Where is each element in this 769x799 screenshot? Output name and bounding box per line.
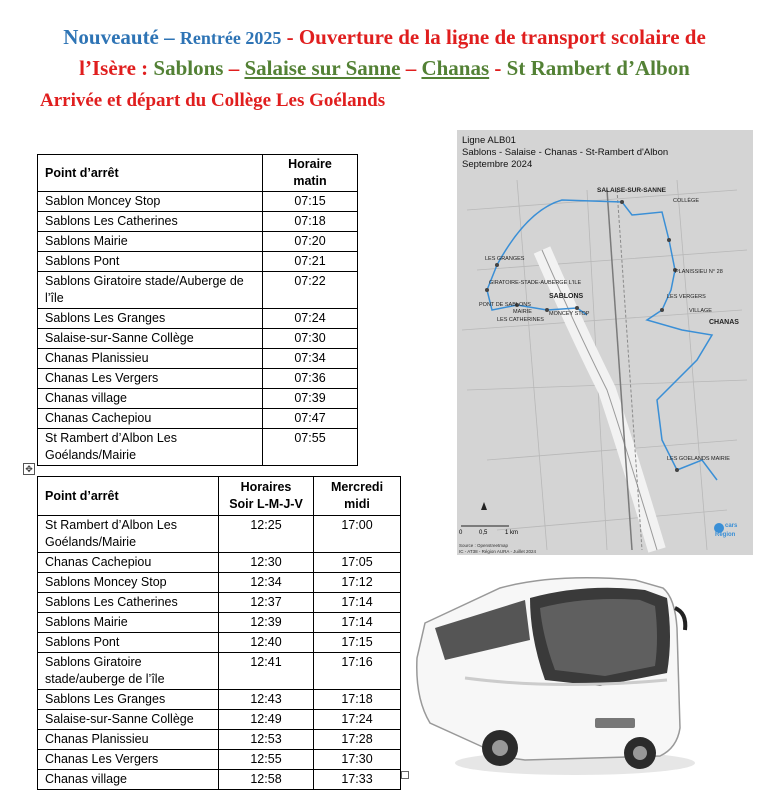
stop-time: 07:21	[263, 252, 358, 272]
stop-time: 07:55	[263, 429, 358, 466]
title-rentree: Rentrée 2025	[179, 28, 282, 48]
table-row	[38, 770, 401, 790]
stop-time: 07:39	[263, 389, 358, 409]
map-source-1: Source : Openstreetmap	[459, 543, 509, 548]
stop-time: 07:22	[263, 272, 358, 309]
col-header-soir	[219, 477, 314, 516]
soir-time: 12:34	[219, 573, 314, 593]
map-title-line3: Septembre 2024	[462, 159, 533, 170]
morning-table-body	[38, 192, 358, 466]
page-title	[0, 22, 769, 83]
stop-name: Sablons Mairie	[38, 613, 219, 633]
stop-name: Sablons Giratoire stade/auberge de l’île	[38, 653, 219, 690]
route-map	[457, 130, 753, 555]
table-row	[38, 690, 401, 710]
table-header-row	[38, 155, 358, 192]
stop-name: Chanas Les Vergers	[38, 750, 219, 770]
table-row	[38, 573, 401, 593]
mercredi-time: 17:14	[314, 613, 401, 633]
stop-name: Sablons Mairie	[38, 232, 263, 252]
table-row	[38, 429, 358, 466]
stop-time: 07:15	[263, 192, 358, 212]
page-subtitle: Arrivée et départ du Collège Les Goélands	[40, 90, 386, 111]
stop-name: Sablons Les Catherines	[38, 212, 263, 232]
title-isere: l’Isère :	[79, 56, 154, 80]
mercredi-time: 17:12	[314, 573, 401, 593]
title-salaise: Salaise sur Sanne	[244, 56, 401, 80]
title-line-2	[0, 53, 769, 83]
stop-name: St Rambert d’Albon Les Goélands/Mairie	[38, 516, 219, 553]
title-line-1	[0, 22, 769, 53]
title-sep: -	[489, 56, 507, 80]
table-row	[38, 272, 358, 309]
map-label-chanas: CHANAS	[709, 319, 739, 326]
stop-time: 07:34	[263, 349, 358, 369]
stop-name: Chanas Les Vergers	[38, 369, 263, 389]
stop-name: Sablons Les Catherines	[38, 593, 219, 613]
stop-name: Chanas Planissieu	[38, 730, 219, 750]
table-row	[38, 516, 401, 553]
table-row	[38, 553, 401, 573]
col-header-mercredi	[314, 477, 401, 516]
mercredi-time: 17:00	[314, 516, 401, 553]
table-row	[38, 593, 401, 613]
stop-name: Salaise-sur-Sanne Collège	[38, 710, 219, 730]
stop-time: 07:24	[263, 309, 358, 329]
table-row	[38, 750, 401, 770]
table-row	[38, 389, 358, 409]
table-row	[38, 349, 358, 369]
stop-name: Sablons Les Granges	[38, 309, 263, 329]
map-label-giratoire: GIRATOIRE-STADE-AUBERGE L'ILE	[489, 280, 582, 286]
stop-name: St Rambert d’Albon Les Goélands/Mairie	[38, 429, 263, 466]
col-header-mercredi-line2: midi	[344, 497, 370, 511]
stop-name: Chanas Cachepiou	[38, 553, 219, 573]
soir-time: 12:40	[219, 633, 314, 653]
col-header-stop: Point d’arrêt	[38, 155, 263, 192]
title-sep: –	[223, 56, 245, 80]
stop-time: 07:18	[263, 212, 358, 232]
title-opening: - Ouverture de la ligne de transport scolaire de	[281, 25, 706, 49]
table-row	[38, 710, 401, 730]
map-label-vergers: LES VERGERS	[667, 294, 706, 300]
morning-schedule-table	[37, 154, 358, 466]
map-label-pont: PONT DE SABLONS	[479, 302, 531, 308]
table-row	[38, 252, 358, 272]
mercredi-time: 17:33	[314, 770, 401, 790]
table-header-row	[38, 477, 401, 516]
map-title-line1: Ligne ALB01	[462, 135, 516, 146]
soir-time: 12:25	[219, 516, 314, 553]
stop-time: 07:36	[263, 369, 358, 389]
col-header-time	[263, 155, 358, 192]
soir-time: 12:30	[219, 553, 314, 573]
stop-name: Sablons Giratoire stade/Auberge de l’île	[38, 272, 263, 309]
mercredi-time: 17:16	[314, 653, 401, 690]
stop-time: 07:20	[263, 232, 358, 252]
table-row	[38, 613, 401, 633]
stop-name: Chanas village	[38, 770, 219, 790]
map-label-catherines: LES CATHERINES	[497, 317, 544, 323]
map-label-salaise: SALAISE-SUR-SANNE	[597, 187, 666, 194]
col-header-stop: Point d’arrêt	[38, 477, 219, 516]
soir-time: 12:41	[219, 653, 314, 690]
map-label-moncey: MONCEY STOP	[549, 311, 590, 317]
table-row	[38, 329, 358, 349]
col-header-soir-line1: Horaires	[240, 480, 292, 494]
map-label-college: COLLÈGE	[673, 198, 699, 204]
stop-name: Chanas Cachepiou	[38, 409, 263, 429]
title-rambert: St Rambert d’Albon	[506, 56, 690, 80]
mercredi-time: 17:15	[314, 633, 401, 653]
map-label-mairie: MAIRIE	[513, 309, 532, 315]
scale-1: 1 km	[505, 530, 519, 536]
table-row	[38, 192, 358, 212]
mercredi-time: 17:05	[314, 553, 401, 573]
stop-name: Sablons Pont	[38, 252, 263, 272]
map-label-granges: LES GRANGES	[485, 256, 525, 262]
scale-05: 0,5	[479, 530, 488, 536]
stop-name: Sablons Moncey Stop	[38, 573, 219, 593]
stop-name: Sablon Moncey Stop	[38, 192, 263, 212]
stop-name: Chanas Planissieu	[38, 349, 263, 369]
title-dash: –	[158, 25, 180, 49]
scale-0: 0	[459, 530, 463, 536]
title-sep: –	[400, 56, 422, 80]
soir-time: 12:53	[219, 730, 314, 750]
col-header-mercredi-line1: Mercredi	[330, 480, 384, 494]
afternoon-schedule-table	[37, 476, 401, 790]
table-row	[38, 730, 401, 750]
table-row	[38, 212, 358, 232]
logo-region: Région	[715, 532, 736, 538]
route-map-graphic	[457, 130, 753, 555]
table-row	[38, 232, 358, 252]
map-title-line2: Sablons - Salaise - Chanas - St-Rambert d'Albon	[462, 147, 669, 158]
mercredi-time: 17:18	[314, 690, 401, 710]
stop-name: Sablons Les Granges	[38, 690, 219, 710]
soir-time: 12:43	[219, 690, 314, 710]
stop-time: 07:47	[263, 409, 358, 429]
title-nouveaute: Nouveauté	[63, 25, 159, 49]
map-title	[462, 135, 668, 171]
move-handle-icon[interactable]: ✥	[23, 463, 35, 475]
title-chanas: Chanas	[421, 56, 490, 80]
col-header-soir-line2: Soir L-M-J-V	[229, 497, 303, 511]
mercredi-time: 17:24	[314, 710, 401, 730]
soir-time: 12:49	[219, 710, 314, 730]
table-row	[38, 409, 358, 429]
soir-time: 12:39	[219, 613, 314, 633]
stop-time: 07:30	[263, 329, 358, 349]
table-row	[38, 369, 358, 389]
table-row	[38, 653, 401, 690]
afternoon-table-body	[38, 516, 401, 790]
bus-illustration	[405, 568, 705, 778]
table-row	[38, 633, 401, 653]
logo-cars: cars	[725, 523, 738, 529]
stop-name: Chanas village	[38, 389, 263, 409]
mercredi-time: 17:28	[314, 730, 401, 750]
mercredi-time: 17:14	[314, 593, 401, 613]
map-label-goelands: LES GOELANDS MAIRIE	[667, 456, 730, 462]
soir-time: 12:58	[219, 770, 314, 790]
col-header-time-line2: matin	[293, 174, 327, 188]
table-row	[38, 309, 358, 329]
soir-time: 12:55	[219, 750, 314, 770]
stop-name: Sablons Pont	[38, 633, 219, 653]
soir-time: 12:37	[219, 593, 314, 613]
title-sablons: Sablons	[153, 56, 224, 80]
stop-name: Salaise-sur-Sanne Collège	[38, 329, 263, 349]
col-header-time-line1: Horaire	[288, 157, 332, 171]
map-source-2: IC - AT38 - Région AURA - Juillet 2024	[459, 549, 536, 554]
map-label-planissieu: PLANISSIEU N° 28	[675, 269, 723, 275]
mercredi-time: 17:30	[314, 750, 401, 770]
map-label-sablons: SABLONS	[549, 293, 584, 300]
map-label-village: VILLAGE	[689, 308, 712, 314]
